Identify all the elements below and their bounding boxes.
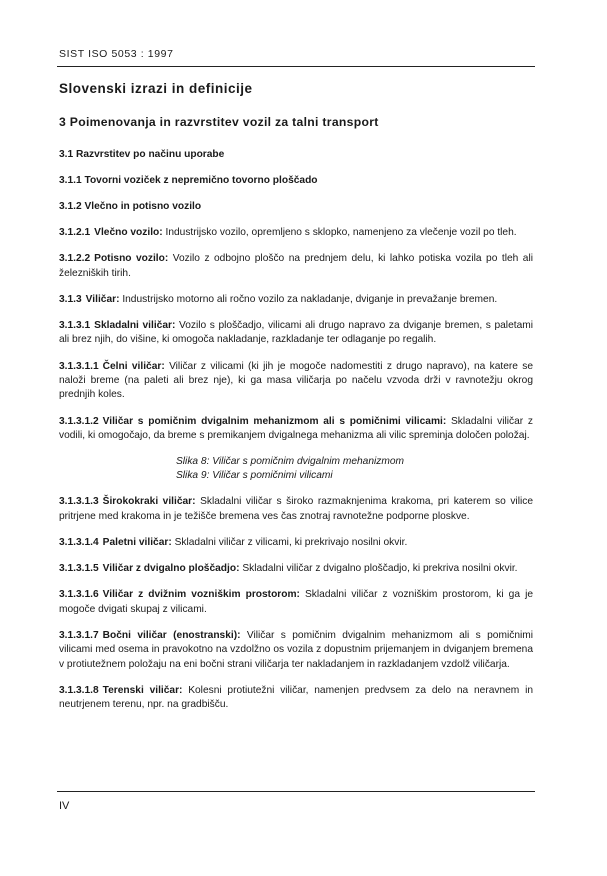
entry-number: 3.1.3.1.1 <box>59 360 99 372</box>
entry-number: 3.1.3.1.7 <box>59 630 99 642</box>
definition-entry <box>59 629 533 672</box>
entry-text: Viličar z vilicami (ki jih je mogoče nadomestiti z drugo napravo), na katere se naloži breme (na paleti ali brez nje), ki ga masa viličarja po načelu vzvoda drži v ravnotežju okrog prednjih koles. <box>59 360 533 401</box>
entry-number: 3.1.3.1 <box>59 320 91 332</box>
entry-number: 3.1.3.1.6 <box>59 589 99 601</box>
entry-text: Skladalni viličar z vodili, ki omogočajo, da breme s premikanjem dvigalnega mehanizma ali vilic spreminja določen položaj. <box>59 415 533 441</box>
entry-term: Bočni viličar (enostranski): <box>102 630 241 642</box>
figure-caption: Slika 8: Viličar s pomičnim dvigalnim mehanizmom <box>176 456 404 468</box>
entry-text: Skladalni viličar z dvigalno ploščadjo, ki prekriva nosilni okvir. <box>242 563 518 575</box>
entry-number: 3.1.3.1.8 <box>59 684 99 696</box>
entry-text: Skladalni viličar z vilicami, ki prekrivajo nosilni okvir. <box>174 536 408 548</box>
entry-term: Čelni viličar: <box>102 360 165 372</box>
header-rule <box>57 66 535 67</box>
definition-entry <box>59 252 533 281</box>
entry-term: Terenski viličar: <box>102 684 183 696</box>
definition-entry <box>59 495 533 524</box>
entry-text: Skladalni viličar z vozniškim prostorom, ki ga je mogoče dvigati skupaj z vilicami. <box>59 589 533 615</box>
entry-term: Širokokraki viličar: <box>102 496 196 508</box>
entry-term: Viličar z dvižnim vozniškim prostorom: <box>102 589 300 601</box>
footer-rule <box>57 791 535 792</box>
definition-entry <box>59 588 533 617</box>
definition-entry <box>59 536 533 550</box>
entry-text: Industrijsko motorno ali ročno vozilo za nakladanje, dviganje in prevažanje bremen. <box>122 293 498 305</box>
entry-number: 3.1.3.1.5 <box>59 563 99 575</box>
entry-number: 3.1.2.2 <box>59 253 91 265</box>
entry-text: Vozilo s ploščadjo, vilicami ali drugo napravo za dviganje bremen, s paletami ali brez njih, do višine, ki omogoča nakladanje, razkladanje ter odlaganje po regalih. <box>59 320 533 346</box>
definition-entry <box>59 293 533 307</box>
definition-entry <box>59 360 533 403</box>
definition-entry <box>59 562 533 576</box>
content-area <box>59 81 533 725</box>
page-number: IV <box>59 800 70 812</box>
entry-number: 3.1.2.1 <box>59 227 91 238</box>
entry-term: Viličar: <box>85 293 120 305</box>
entry-number: 3.1.3.1.3 <box>59 496 99 508</box>
entry-text: Vozilo z odbojno ploščo na prednjem delu, ki lahko potiska vozila po tleh ali železniških tirih. <box>59 253 533 279</box>
heading-3-1-2: 3.1.2 Vlečno in potisno vozilo <box>59 201 202 212</box>
definition-entry <box>59 319 533 348</box>
heading-3-1-1: 3.1.1 Tovorni voziček z nepremično tovorno ploščado <box>59 175 318 186</box>
entry-term: Potisno vozilo: <box>94 253 169 265</box>
entry-text: Viličar s pomičnim dvigalnim mehanizmom ali s pomičnimi vilicami med osema in pravokotno na vzdolžno os vozila z dopustnim prijemanjem in dviganjem bremena v protiutežnem položaju na eni bočni strani viličarja ter nakladanjem in razkladanjem vzdolž viličarja. <box>59 630 533 670</box>
entry-text: Skladalni viličar s široko razmaknjenima krakoma, pri katerem so vilice pritrjene med krakoma in je težišče bremena ves čas znotraj ravnotežne podporne ploskve. <box>59 496 533 522</box>
entry-term: Viličar z dvigalno ploščadjo: <box>102 563 240 575</box>
figure-captions <box>59 455 533 482</box>
entry-text: Industrijsko vozilo, opremljeno s sklopko, namenjeno za vlečenje vozil po tleh. <box>165 227 517 238</box>
entry-term: Skladalni viličar: <box>94 320 176 332</box>
heading-3-1: 3.1 Razvrstitev po načinu uporabe <box>59 149 225 160</box>
entry-text: Kolesni protiutežni viličar, namenjen predvsem za delo na neravnem in neutrjenem terenu, npr. na gradbišču. <box>59 684 533 711</box>
definition-entry <box>59 415 533 444</box>
entry-term: Viličar s pomičnim dvigalnim mehanizmom ali s pomičnimi vilicami: <box>102 415 447 427</box>
entry-term: Paletni viličar: <box>102 536 172 548</box>
figure-caption: Slika 9: Viličar s pomičnimi vilicami <box>176 469 333 481</box>
entry-term: Vlečno vozilo: <box>94 227 163 238</box>
definition-entry <box>59 684 533 713</box>
entry-number: 3.1.3 <box>59 293 82 305</box>
definition-entry <box>59 226 533 240</box>
standard-reference: SIST ISO 5053 : 1997 <box>59 48 174 60</box>
section-title: 3 Poimenovanja in razvrstitev vozil za talni transport <box>59 115 379 129</box>
entry-number: 3.1.3.1.4 <box>59 536 99 548</box>
entry-number: 3.1.3.1.2 <box>59 415 99 427</box>
page-title: Slovenski izrazi in definicije <box>59 81 253 96</box>
